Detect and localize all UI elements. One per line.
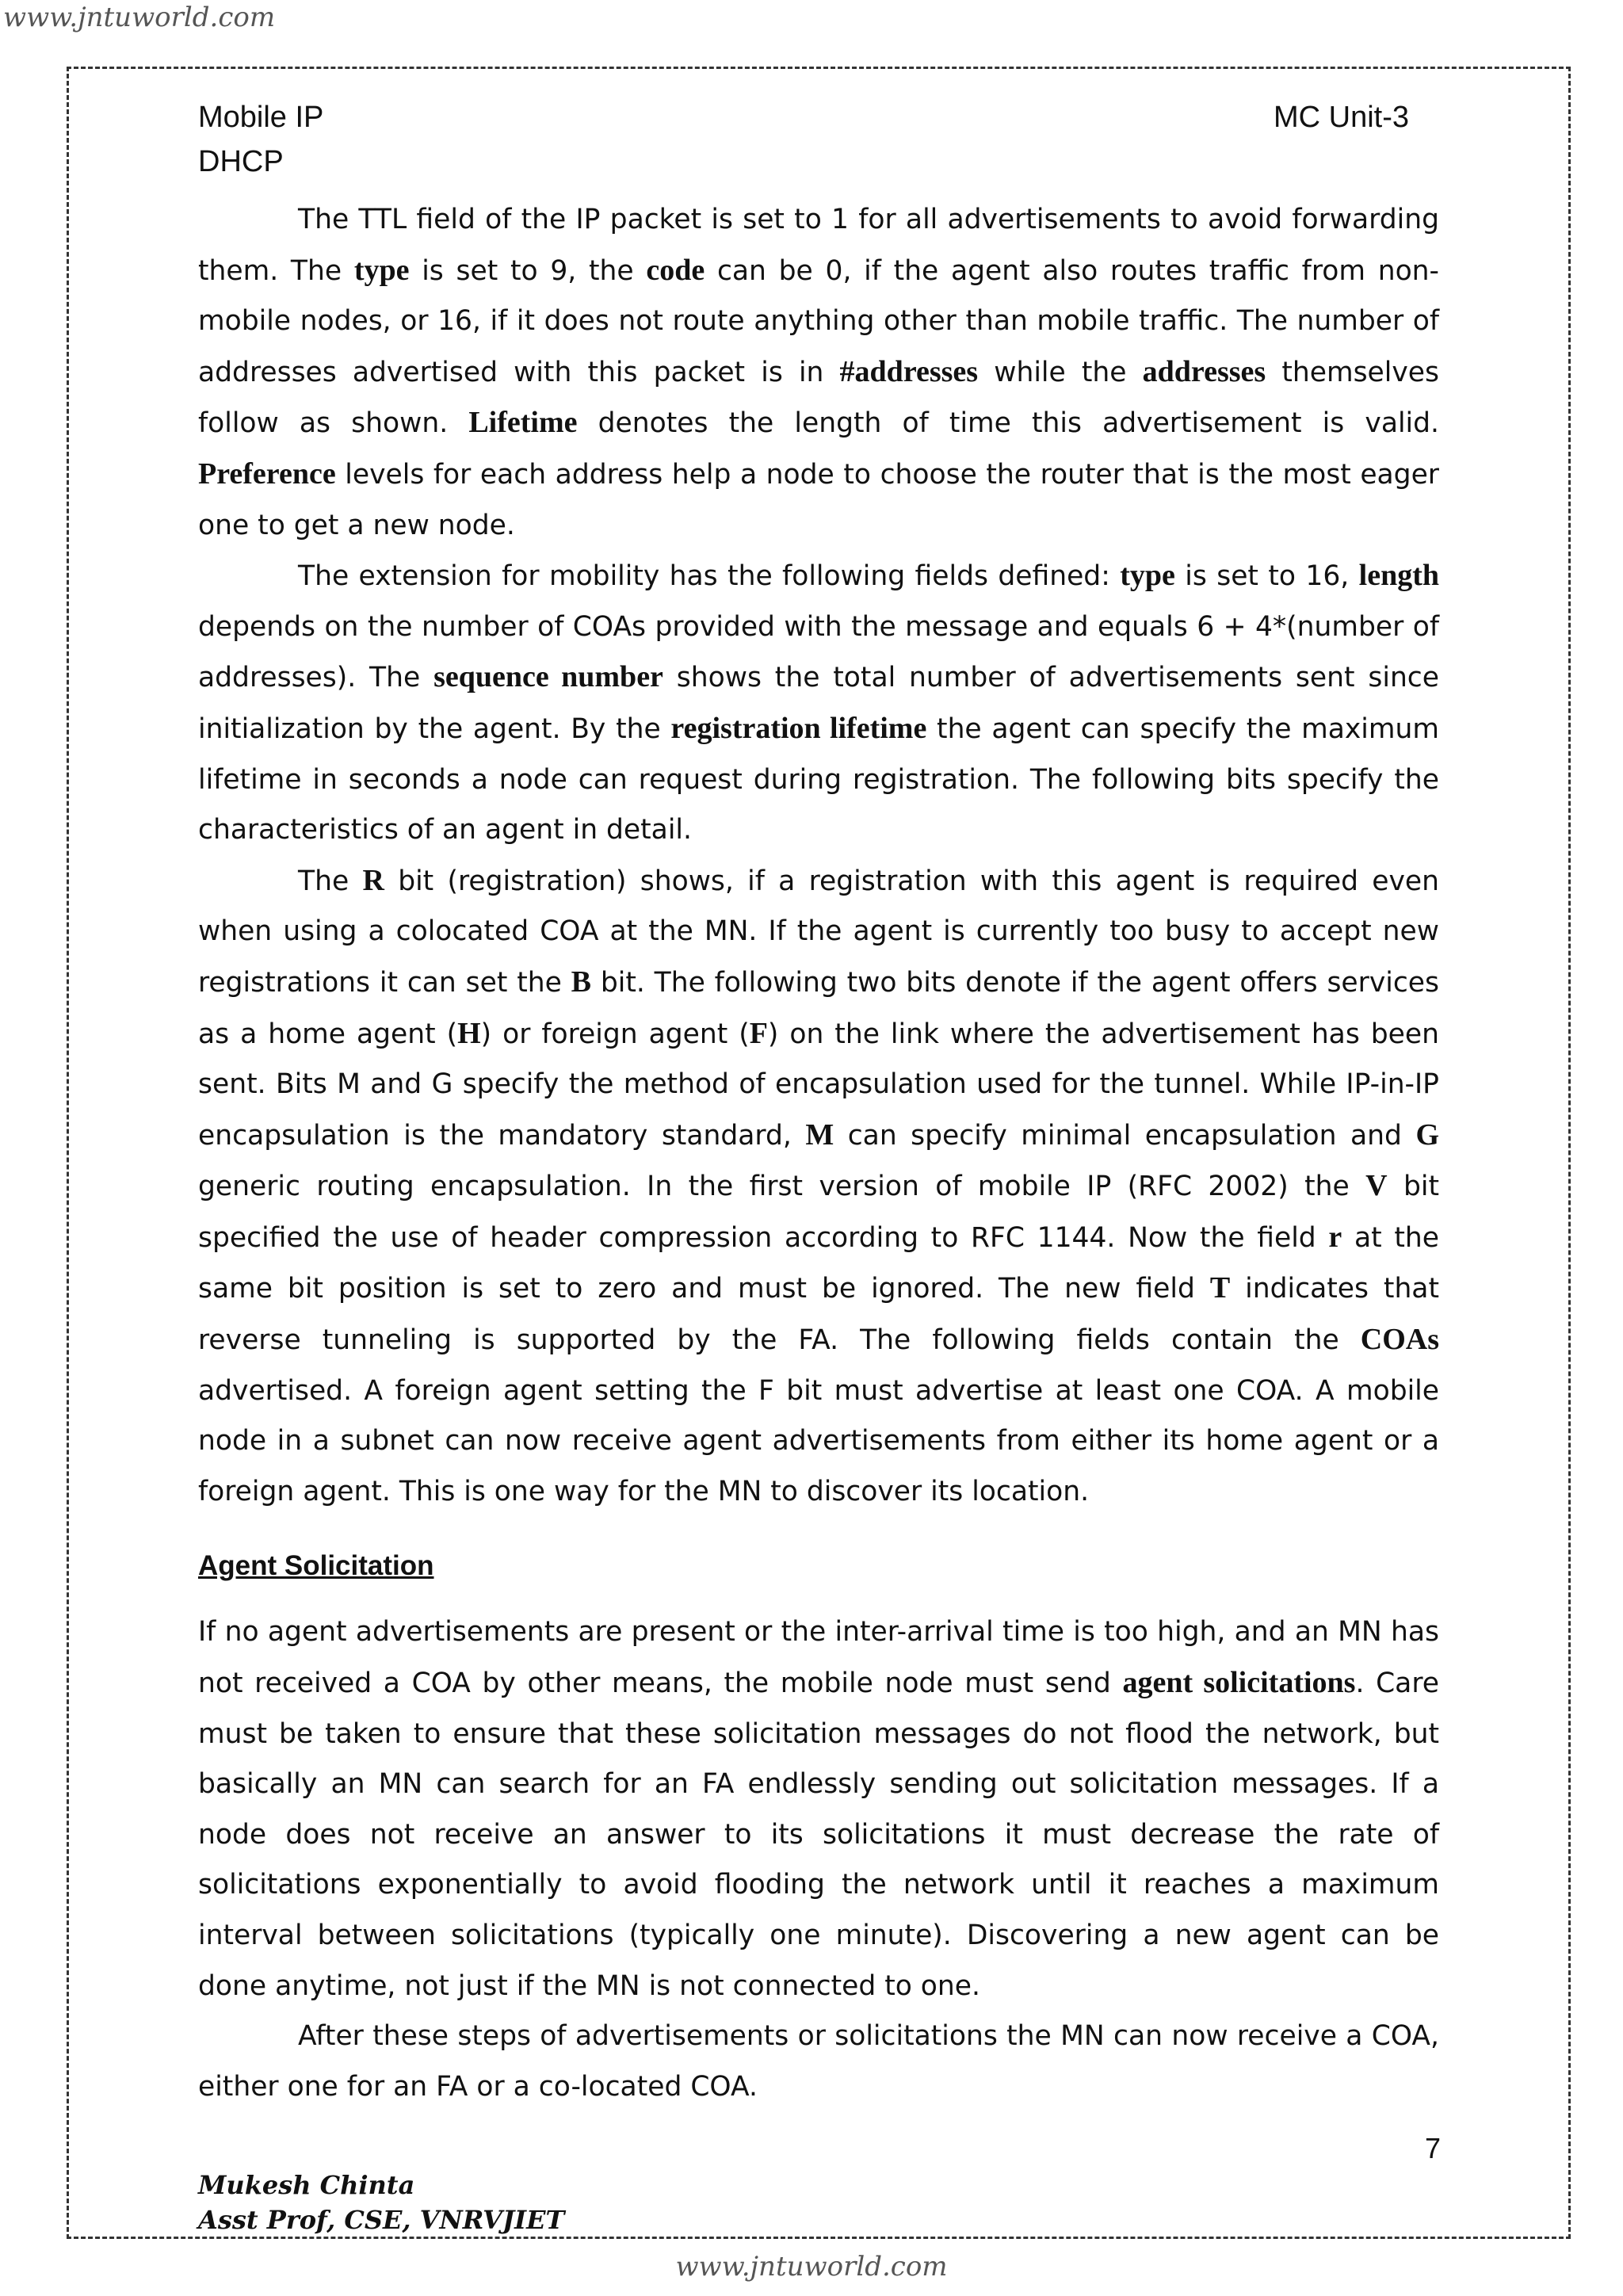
text-run: denotes the length of time this advertisement is valid. xyxy=(577,407,1439,440)
bold-term: R xyxy=(362,863,384,897)
text-run: at the same bit position is set to zero and must be ignored. The new field xyxy=(198,1221,1439,1305)
text-run: The extension for mobility has the following fields defined: xyxy=(298,560,1121,593)
text-run: bit specified the use of header compression according to RFC 1144. Now the field xyxy=(198,1171,1439,1254)
bold-term: Preference xyxy=(198,457,336,491)
bold-term: Lifetime xyxy=(468,406,578,440)
bold-term: registration lifetime xyxy=(670,711,927,745)
watermark-top: www.jntuworld.com xyxy=(3,2,276,33)
text-run: is set to 9, the xyxy=(409,254,647,287)
bold-term: addresses xyxy=(1142,354,1266,388)
text-run: generic routing encapsulation. In the first version of mobile IP (RFC 2002) the xyxy=(198,1171,1366,1203)
author-name: Mukesh Chinta xyxy=(198,2170,415,2200)
text-run: indicates that reverse tunneling is supported by the FA. The following fields contain the xyxy=(198,1273,1439,1357)
header-right-title: MC Unit-3 xyxy=(1273,101,1409,134)
text-run: the agent can specify the maximum lifetime in seconds a node can request during registration. The following bits specify the characteristics of an agent in detail. xyxy=(198,712,1439,846)
text-run: levels for each address help a node to choose the router that is the most eager one to get a new node. xyxy=(198,458,1439,541)
text-run: can specify minimal encapsulation and xyxy=(834,1119,1416,1152)
text-run: The TTL field of the IP packet is set to 1 for all advertisements to avoid forwarding them. The xyxy=(198,204,1439,287)
section-heading: Agent Solicitation xyxy=(198,1550,434,1582)
bold-term: r xyxy=(1328,1220,1342,1254)
text-run: bit (registration) shows, if a registration with this agent is required even when using a colocated COA at the MN. If the agent is currently too busy to accept new registrations it can set the xyxy=(198,865,1439,999)
bold-term: V xyxy=(1365,1169,1388,1203)
author-signature xyxy=(198,2168,564,2237)
bold-term: type xyxy=(353,253,410,287)
author-title: Asst Prof, CSE, VNRVJIET xyxy=(198,2205,565,2235)
text-run: depends on the number of COAs provided with the message and equals 6 + 4*(number of addresses). The xyxy=(198,610,1439,694)
page-header xyxy=(198,95,1409,184)
bold-term: type xyxy=(1120,559,1175,593)
text-run: bit. The following two bits denote if the agent offers services as a home agent ( xyxy=(198,966,1439,1050)
text-run: is set to 16, xyxy=(1174,560,1359,593)
paragraph-coa-conclusion xyxy=(198,2011,1439,2112)
bold-term: G xyxy=(1415,1117,1439,1152)
bold-term: #addresses xyxy=(839,354,979,388)
bold-term: T xyxy=(1209,1271,1231,1305)
paragraph-mobility-extension xyxy=(198,551,1439,856)
watermark-bottom: www.jntuworld.com xyxy=(675,2251,948,2283)
text-run: advertised. A foreign agent setting the F bit must advertise at least one COA. A mobile node in a subnet can now receive agent advertisements from either its home agent or a foreign agent. This is one way for the MN to discover its location. xyxy=(198,1374,1439,1507)
bold-term: COAs xyxy=(1360,1323,1439,1357)
text-run: themselves follow as shown. xyxy=(198,356,1439,440)
page-number: 7 xyxy=(1424,2132,1441,2164)
text-run: while the xyxy=(978,356,1143,388)
bold-term: length xyxy=(1358,559,1440,593)
text-run: shows the total number of advertisements sent since initialization by the agent. By the xyxy=(198,662,1439,745)
bold-term: B xyxy=(571,965,592,999)
bold-term: F xyxy=(749,1016,768,1050)
paragraph-advertisement-fields xyxy=(198,195,1439,551)
bold-term: agent solicitations xyxy=(1122,1666,1356,1700)
text-run: After these steps of advertisements or solicitations the MN can now receive a COA, either one for an FA or a co-located COA. xyxy=(198,2020,1439,2103)
text-run: The xyxy=(298,865,363,897)
paragraph-agent-solicitation xyxy=(198,1607,1439,2011)
text-run: can be 0, if the agent also routes traffic from non-mobile nodes, or 16, if it does not route anything other than mobile traffic. The number of addresses advertised with this packet is in xyxy=(198,254,1439,388)
bold-term: sequence number xyxy=(433,660,663,694)
text-run: If no agent advertisements are present or the inter-arrival time is too high, and an MN has not received a COA by other means, the mobile node must send xyxy=(198,1616,1439,1700)
header-subtitle: DHCP xyxy=(198,145,284,178)
text-run: ) or foreign agent ( xyxy=(480,1018,750,1050)
page-body xyxy=(198,195,1439,2112)
header-left-title: Mobile IP xyxy=(198,101,324,134)
bold-term: code xyxy=(646,253,705,287)
text-run: . Care must be taken to ensure that these solicitation messages do not flood the network, but basically an MN can search for an FA endlessly sending out solicitation messages. If a node does not receive an answer to its solicitations it must decrease the rate of solicitations exponentially to avoid flooding the network until it reaches a maximum interval between solicitations (typically one minute). Discovering a new agent can be done anytime, not just if the MN is not connected to one. xyxy=(198,1668,1439,2002)
bold-term: H xyxy=(457,1016,481,1050)
bold-term: M xyxy=(805,1117,834,1152)
paragraph-agent-bits xyxy=(198,856,1439,1518)
text-run: ) on the link where the advertisement has been sent. Bits M and G specify the method of encapsulation used for the tunnel. While IP-in-IP encapsulation is the mandatory standard, xyxy=(198,1018,1439,1152)
